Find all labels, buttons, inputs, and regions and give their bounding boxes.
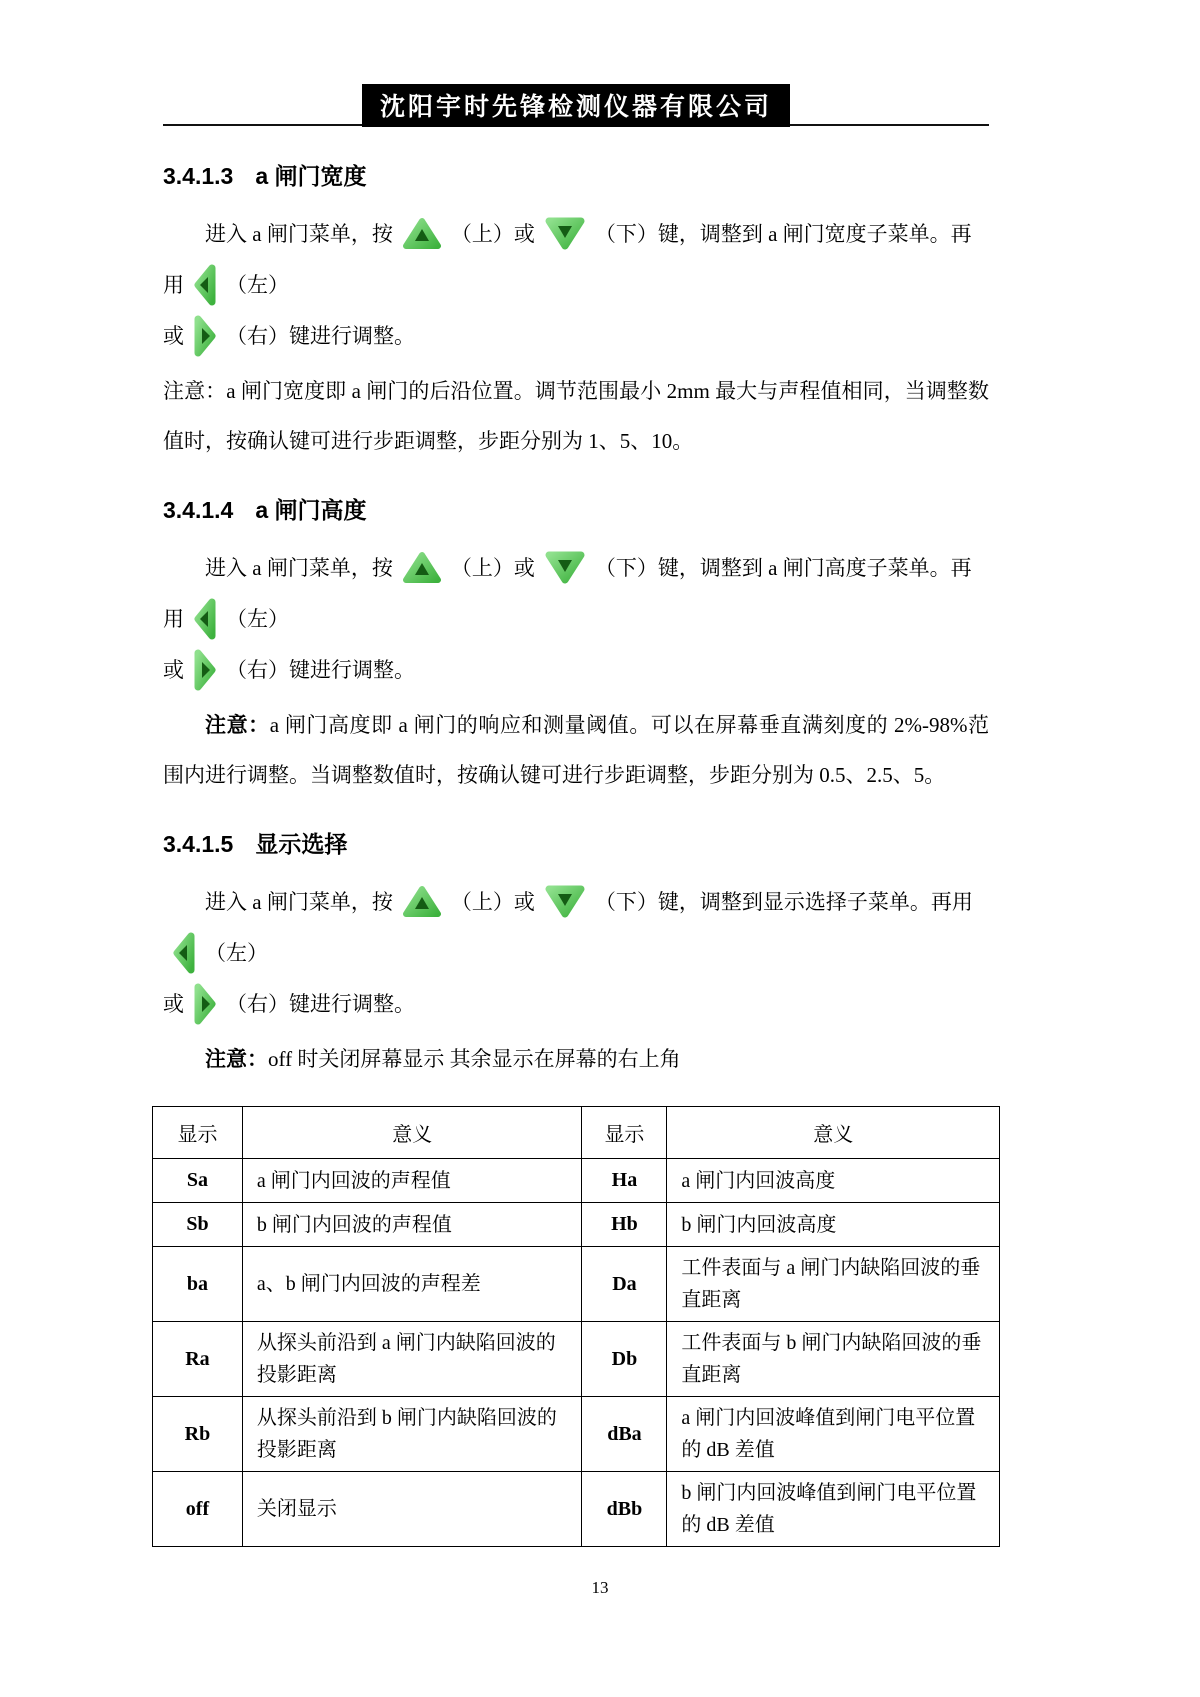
- meaning-cell: a 闸门内回波高度: [667, 1159, 1000, 1203]
- meaning-cell: a、b 闸门内回波的声程差: [242, 1247, 582, 1322]
- section-heading-3-4-1-4: [152, 492, 1000, 525]
- intro-text: 或: [163, 992, 184, 1016]
- page-header: [152, 0, 1000, 126]
- display-meaning-table: [152, 1106, 1000, 1547]
- section-title: a 闸门高度: [255, 497, 367, 523]
- note-label: 注意：: [205, 1047, 268, 1071]
- column-header: 显示: [582, 1107, 667, 1159]
- section-intro-paragraph: [152, 209, 1000, 362]
- intro-text: （上）或: [450, 890, 535, 914]
- note-text: a 闸门宽度即 a 闸门的后沿位置。调节范围最小 2mm 最大与声程值相同，当调整数值时，按确认键可进行步距调整，步距分别为 1、5、10。: [163, 379, 990, 453]
- table-row: [153, 1472, 1000, 1547]
- up-arrow-icon: [402, 885, 442, 919]
- table-row: [153, 1159, 1000, 1203]
- section-number: 3.4.1.5: [163, 831, 234, 857]
- intro-text: （下）键，调整到显示选择子菜单。再用: [594, 890, 973, 914]
- meaning-cell: a 闸门内回波峰值到闸门电平位置的 dB 差值: [667, 1397, 1000, 1472]
- note-text: a 闸门高度即 a 闸门的响应和测量阈值。可以在屏幕垂直满刻度的 2%-98%范围内进行调整。当调整数值时，按确认键可进行步距调整，步距分别为 0.5、2.5、5。: [163, 713, 990, 787]
- intro-text: （上）或: [450, 222, 535, 246]
- display-code-cell: Rb: [153, 1397, 243, 1472]
- intro-text: （左）: [226, 607, 289, 631]
- section-number: 3.4.1.3: [163, 163, 234, 189]
- meaning-cell: 工件表面与 a 闸门内缺陷回波的垂直距离: [667, 1247, 1000, 1322]
- section-note: [152, 700, 1000, 800]
- company-name-banner: 沈阳宇时先锋检测仪器有限公司: [362, 84, 790, 127]
- table-row: [153, 1247, 1000, 1322]
- meaning-cell: 从探头前沿到 b 闸门内缺陷回波的投影距离: [242, 1397, 582, 1472]
- section-intro-paragraph: [152, 877, 1000, 1030]
- display-code-cell: dBb: [582, 1472, 667, 1547]
- display-code-cell: Sb: [153, 1203, 243, 1247]
- intro-text: 进入 a 闸门菜单，按: [205, 556, 393, 580]
- meaning-cell: b 闸门内回波高度: [667, 1203, 1000, 1247]
- note-label: 注意：: [205, 713, 270, 737]
- section-number: 3.4.1.4: [163, 497, 234, 523]
- meaning-cell: a 闸门内回波的声程值: [242, 1159, 582, 1203]
- display-code-cell: ba: [153, 1247, 243, 1322]
- intro-text: （下）键，调整到 a 闸门宽度子菜单。再用: [163, 222, 972, 297]
- meaning-cell: b 闸门内回波峰值到闸门电平位置的 dB 差值: [667, 1472, 1000, 1547]
- column-header: 意义: [667, 1107, 1000, 1159]
- right-arrow-icon: [193, 982, 217, 1026]
- right-arrow-icon: [193, 314, 217, 358]
- left-arrow-icon: [193, 263, 217, 307]
- table-row: [153, 1322, 1000, 1397]
- right-arrow-icon: [193, 648, 217, 692]
- intro-text: （左）: [205, 941, 268, 965]
- down-arrow-icon: [544, 550, 586, 586]
- column-header: 显示: [153, 1107, 243, 1159]
- display-code-cell: Ha: [582, 1159, 667, 1203]
- intro-text: 或: [163, 658, 184, 682]
- section-title: a 闸门宽度: [255, 163, 367, 189]
- meaning-cell: b 闸门内回波的声程值: [242, 1203, 582, 1247]
- section-intro-paragraph: [152, 543, 1000, 696]
- display-code-cell: Ra: [153, 1322, 243, 1397]
- display-code-cell: dBa: [582, 1397, 667, 1472]
- section-heading-3-4-1-5: [152, 826, 1000, 859]
- intro-text: （上）或: [450, 556, 535, 580]
- intro-text: （下）键，调整到 a 闸门高度子菜单。再用: [163, 556, 972, 631]
- intro-text: （右）键进行调整。: [226, 992, 415, 1016]
- section-note: [152, 366, 1000, 466]
- up-arrow-icon: [402, 551, 442, 585]
- display-code-cell: Da: [582, 1247, 667, 1322]
- left-arrow-icon: [193, 597, 217, 641]
- section-title: 显示选择: [255, 831, 348, 857]
- display-table-body: [153, 1159, 1000, 1547]
- header-underline: [163, 84, 989, 126]
- left-arrow-icon: [172, 931, 196, 975]
- note-text: off 时关闭屏幕显示 其余显示在屏幕的右上角: [268, 1047, 681, 1071]
- table-row: [153, 1397, 1000, 1472]
- intro-text: （左）: [226, 273, 289, 297]
- table-header-row: [153, 1107, 1000, 1159]
- intro-text: 进入 a 闸门菜单，按: [205, 890, 393, 914]
- note-label: 注意：: [163, 379, 227, 403]
- document-page: [152, 0, 1000, 1547]
- up-arrow-icon: [402, 217, 442, 251]
- page-number: 13: [591, 1578, 609, 1597]
- display-code-cell: Sa: [153, 1159, 243, 1203]
- meaning-cell: 关闭显示: [242, 1472, 582, 1547]
- down-arrow-icon: [544, 884, 586, 920]
- intro-text: 进入 a 闸门菜单，按: [205, 222, 393, 246]
- intro-text: 或: [163, 324, 184, 348]
- display-code-cell: Hb: [582, 1203, 667, 1247]
- down-arrow-icon: [544, 216, 586, 252]
- table-row: [153, 1203, 1000, 1247]
- display-code-cell: Db: [582, 1322, 667, 1397]
- meaning-cell: 从探头前沿到 a 闸门内缺陷回波的投影距离: [242, 1322, 582, 1397]
- section-heading-3-4-1-3: [152, 158, 1000, 191]
- display-code-cell: off: [153, 1472, 243, 1547]
- intro-text: （右）键进行调整。: [226, 658, 415, 682]
- meaning-cell: 工件表面与 b 闸门内缺陷回波的垂直距离: [667, 1322, 1000, 1397]
- column-header: 意义: [242, 1107, 582, 1159]
- section-note: [152, 1034, 1000, 1084]
- intro-text: （右）键进行调整。: [226, 324, 415, 348]
